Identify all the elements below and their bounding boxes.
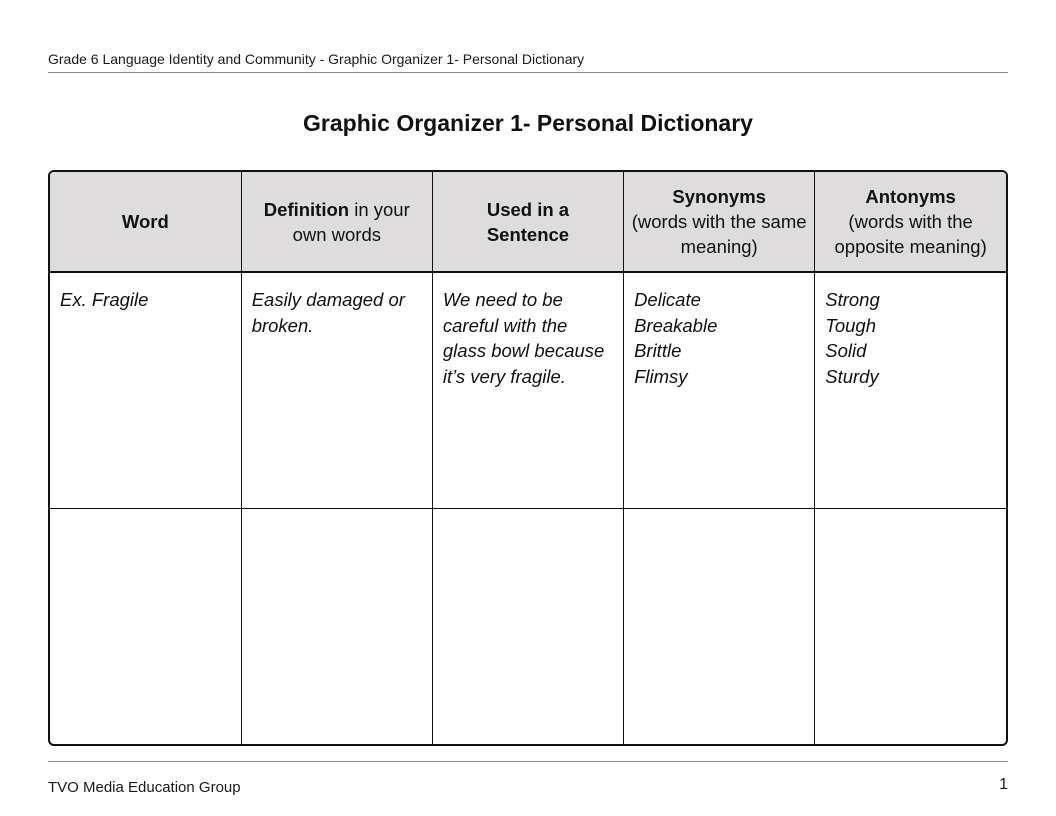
column-header-synonyms: Synonyms (words with the same meaning) [624,172,815,272]
synonym-item: Delicate [634,289,701,310]
example-word-cell: Ex. Fragile [50,272,241,508]
blank-word-cell[interactable] [50,508,241,744]
table-header-row [50,172,1006,272]
column-header-sentence: Used in a Sentence [432,172,623,272]
example-row [50,272,1006,508]
footer-divider [48,761,1008,762]
dictionary-table [48,170,1008,746]
synonym-item: Brittle [634,340,682,361]
antonyms-subtitle: (words with the opposite meaning) [834,211,987,257]
antonym-item: Tough [825,314,877,336]
empty-row [50,508,1006,744]
page-number: 1 [999,776,1008,793]
column-header-definition: Definition in your own words [241,172,432,272]
blank-definition-cell[interactable] [241,508,432,744]
blank-sentence-cell[interactable] [432,508,623,744]
antonym-item: Solid [825,340,867,361]
column-header-antonyms: Antonyms (words with the opposite meaning) [815,172,1006,272]
antonym-item: Sturdy [825,365,879,387]
example-antonyms-cell [815,272,1006,508]
synonym-item: Breakable [634,314,718,336]
page-title: Graphic Organizer 1- Personal Dictionary [303,110,753,136]
footer-publisher: TVO Media Education Group [48,779,241,796]
header-divider [48,72,1008,73]
blank-antonyms-cell[interactable] [815,508,1006,744]
synonyms-subtitle: (words with the same meaning) [631,211,807,257]
column-header-word: Word [50,172,241,272]
example-definition-cell: Easily damaged or broken. [241,272,432,508]
running-header: Grade 6 Language Identity and Community - Graphic Organizer 1- Personal Dictionary [48,51,585,67]
example-synonyms-cell [624,272,815,508]
blank-synonyms-cell[interactable] [624,508,815,744]
synonym-item: Flimsy [634,365,688,387]
antonym-item: Strong [825,289,880,310]
example-sentence-cell: We need to be careful with the glass bowl because it’s very fragile. [432,272,623,508]
